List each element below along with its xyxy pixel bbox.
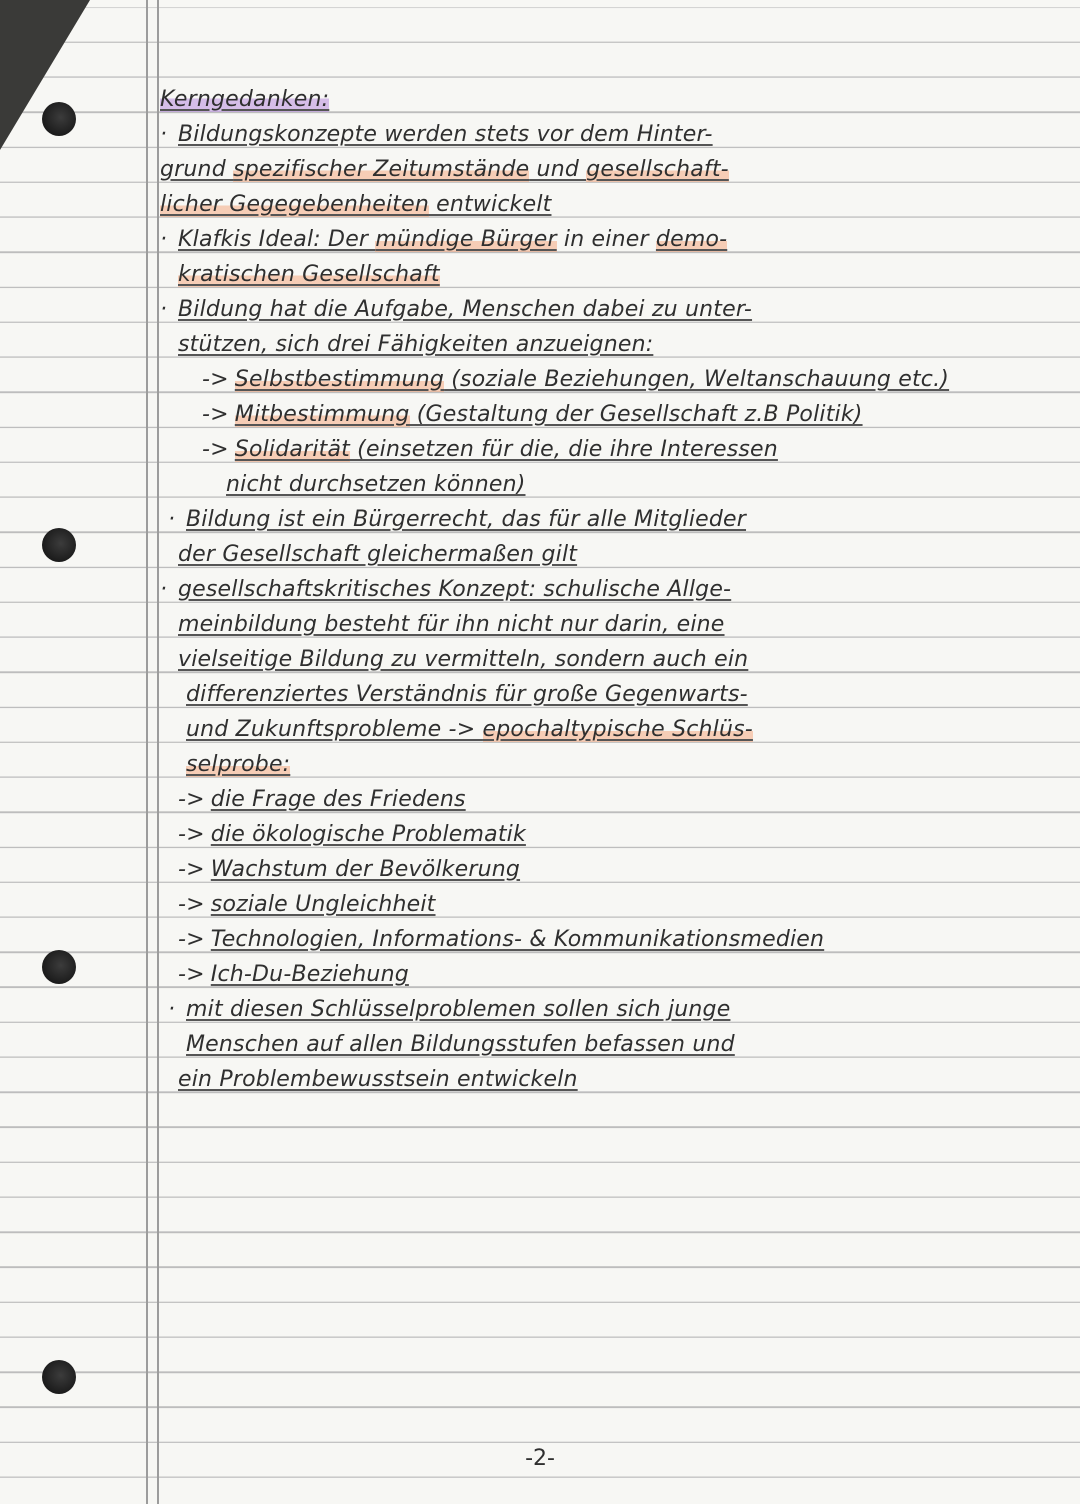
bullet-line [160, 502, 1060, 537]
text: (einsetzen für die, die ihre Interessen [349, 437, 778, 462]
arrow-symbol: -> [178, 927, 205, 952]
list-item [160, 887, 1060, 922]
text: die ökologische Problematik [210, 822, 526, 847]
bullet-symbol: · [160, 122, 168, 147]
list-item [160, 922, 1060, 957]
highlight: epochaltypische Schlüs- [482, 717, 753, 742]
highlight: mündige Bürger [375, 227, 557, 252]
notes-content [160, 82, 1060, 1097]
bullet-symbol: · [168, 997, 176, 1022]
bullet-line [160, 607, 1060, 642]
highlight: spezifischer Zeitumstände [233, 157, 530, 182]
text: ein Problembewusstsein entwickeln [178, 1067, 578, 1092]
arrow-symbol: -> [178, 787, 205, 812]
punch-hole [42, 950, 76, 984]
arrow-symbol: -> [178, 892, 205, 917]
text: Bildung hat die Aufgabe, Menschen dabei zu unter- [178, 297, 753, 322]
text: nicht durchsetzen können) [226, 472, 526, 497]
heading: Kerngedanken: [160, 87, 330, 112]
list-item [160, 852, 1060, 887]
bullet-line [160, 1027, 1060, 1062]
heading-line [160, 82, 1060, 117]
bullet-line [160, 677, 1060, 712]
highlight: kratischen Gesellschaft [178, 262, 440, 287]
highlight: Selbstbestimmung [234, 367, 445, 392]
bullet-line [160, 222, 1060, 257]
text: und [529, 157, 587, 182]
page-number: -2- [525, 1446, 555, 1471]
text: vielseitige Bildung zu vermitteln, sondern auch ein [178, 647, 749, 672]
list-item [160, 957, 1060, 992]
bullet-line [160, 537, 1060, 572]
bullet-line [160, 117, 1060, 152]
bullet-line [160, 1062, 1060, 1097]
highlight: Mitbestimmung [234, 402, 410, 427]
arrow-line [160, 432, 1060, 467]
bullet-line [160, 327, 1060, 362]
list-item [160, 817, 1060, 852]
text: mit diesen Schlüsselproblemen sollen sich junge [186, 997, 731, 1022]
bullet-line [160, 187, 1060, 222]
arrow-symbol: -> [178, 857, 205, 882]
text: die Frage des Friedens [210, 787, 466, 812]
bullet-line [160, 572, 1060, 607]
punch-hole [42, 528, 76, 562]
arrow-line [160, 467, 1060, 502]
text: Bildungskonzepte werden stets vor dem Hinter- [178, 122, 713, 147]
text: (soziale Beziehungen, Weltanschauung etc.) [444, 367, 950, 392]
text: und Zukunftsprobleme -> [186, 717, 483, 742]
highlight: gesellschaft- [586, 157, 729, 182]
arrow-line [160, 362, 1060, 397]
text: der Gesellschaft gleichermaßen gilt [178, 542, 578, 567]
punch-hole [42, 1360, 76, 1394]
text: stützen, sich drei Fähigkeiten anzueignen: [178, 332, 654, 357]
bullet-symbol: · [160, 227, 168, 252]
bullet-line [160, 292, 1060, 327]
text: gesellschaftskritisches Konzept: schulische Allge- [178, 577, 732, 602]
arrow-symbol: -> [178, 822, 205, 847]
highlight: demo- [655, 227, 728, 252]
list-item [160, 782, 1060, 817]
margin-line [157, 0, 159, 1504]
text: Ich-Du-Beziehung [210, 962, 409, 987]
bullet-symbol: · [160, 577, 168, 602]
text: Klafkis Ideal: Der [178, 227, 376, 252]
margin-line [146, 0, 148, 1504]
text: (Gestaltung der Gesellschaft z.B Politik) [409, 402, 863, 427]
text: grund [160, 157, 234, 182]
bullet-line [160, 992, 1060, 1027]
bullet-symbol: · [168, 507, 176, 532]
highlight: selprobe: [186, 752, 291, 777]
bullet-symbol: · [160, 297, 168, 322]
punch-hole [42, 102, 76, 136]
text: Bildung ist ein Bürgerrecht, das für alle Mitglieder [186, 507, 747, 532]
bullet-line [160, 152, 1060, 187]
bullet-line [160, 642, 1060, 677]
text: Wachstum der Bevölkerung [210, 857, 521, 882]
bullet-line [160, 257, 1060, 292]
arrow-symbol: -> [202, 367, 229, 392]
text: meinbildung besteht für ihn nicht nur darin, eine [178, 612, 725, 637]
arrow-symbol: -> [202, 402, 229, 427]
highlight: licher Gegegebenheiten [160, 192, 429, 217]
bullet-line [160, 747, 1060, 782]
text: soziale Ungleichheit [210, 892, 436, 917]
highlight: Solidarität [234, 437, 350, 462]
arrow-symbol: -> [178, 962, 205, 987]
text: Technologien, Informations- & Kommunikationsmedien [210, 927, 825, 952]
text: Menschen auf allen Bildungsstufen befassen und [186, 1032, 735, 1057]
bullet-line [160, 712, 1060, 747]
arrow-line [160, 397, 1060, 432]
text: differenziertes Verständnis für große Gegenwarts- [186, 682, 748, 707]
arrow-symbol: -> [202, 437, 229, 462]
text: entwickelt [428, 192, 552, 217]
text: in einer [556, 227, 656, 252]
